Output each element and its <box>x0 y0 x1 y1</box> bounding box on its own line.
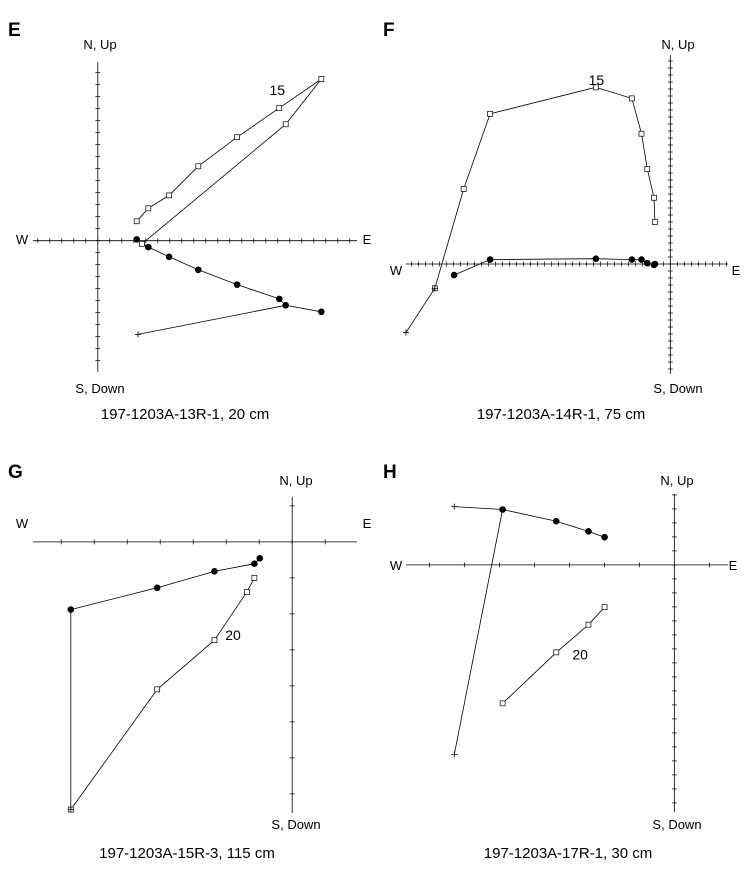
data-point-plus <box>403 329 409 335</box>
data-point-filled <box>451 272 458 279</box>
data-point-open <box>212 638 217 643</box>
west-label: W <box>15 516 29 531</box>
series-line <box>138 305 286 334</box>
data-point-plus <box>135 331 141 337</box>
data-point-filled <box>166 254 173 261</box>
data-point-filled <box>593 255 600 262</box>
data-point-open <box>319 77 324 82</box>
data-point-open <box>277 106 282 111</box>
data-point-open <box>155 687 160 692</box>
data-point-open <box>629 96 634 101</box>
panel-letter-h: H <box>383 462 397 483</box>
data-marks <box>403 72 658 335</box>
series-line <box>71 558 260 609</box>
panel-f <box>383 20 741 423</box>
data-point-filled <box>585 528 592 535</box>
south-down-label: S, Down <box>271 817 321 832</box>
data-point-filled <box>601 534 608 541</box>
plot-caption: 197-1203A-13R-1, 20 cm <box>100 406 270 423</box>
axes <box>33 62 357 372</box>
data-point-filled <box>318 309 325 316</box>
series-line <box>454 507 502 755</box>
plot-caption: 197-1203A-15R-3, 115 cm <box>99 845 275 862</box>
data-point-open <box>235 135 240 140</box>
data-point-open <box>244 590 249 595</box>
data-point-open <box>554 650 559 655</box>
data-point-filled <box>652 261 659 268</box>
data-point-open <box>196 164 201 169</box>
north-up-label: N, Up <box>279 473 313 488</box>
data-point-open <box>134 219 139 224</box>
south-down-label: S, Down <box>652 817 702 832</box>
series-line <box>454 259 655 275</box>
data-point-filled <box>154 584 161 591</box>
data-point-filled <box>487 256 494 263</box>
north-up-label: N, Up <box>83 37 117 52</box>
plot-caption: 197-1203A-17R-1, 30 cm <box>483 845 653 862</box>
west-label: W <box>15 232 29 247</box>
data-point-filled <box>257 555 264 562</box>
data-point-open <box>639 131 644 136</box>
data-point-open <box>500 701 505 706</box>
data-point-filled <box>211 568 218 575</box>
plot-caption: 197-1203A-14R-1, 75 cm <box>476 406 646 423</box>
data-point-filled <box>553 518 560 525</box>
data-point-filled <box>638 256 645 263</box>
series-line <box>137 239 322 311</box>
data-point-filled <box>276 296 283 303</box>
data-point-open <box>651 195 656 200</box>
north-up-label: N, Up <box>660 473 694 488</box>
step-annotation: 15 <box>269 82 286 99</box>
data-point-open <box>488 111 493 116</box>
step-annotation: 20 <box>225 627 241 644</box>
west-label: W <box>389 558 403 573</box>
data-point-filled <box>251 560 258 567</box>
series-line <box>406 288 435 332</box>
east-label: E <box>362 232 372 247</box>
data-point-filled <box>644 260 651 267</box>
north-up-label: N, Up <box>661 37 695 52</box>
east-label: E <box>362 516 372 531</box>
south-down-label: S, Down <box>75 381 125 396</box>
data-point-filled <box>629 256 636 263</box>
data-point-open <box>139 241 144 246</box>
east-label: E <box>728 558 738 573</box>
data-marks <box>133 77 324 338</box>
data-point-open <box>283 122 288 127</box>
data-point-open <box>461 186 466 191</box>
panel-e <box>8 20 372 423</box>
data-marks <box>451 504 608 758</box>
series-line <box>71 578 255 810</box>
axes <box>33 497 357 813</box>
data-point-open <box>167 193 172 198</box>
panel-letter-e: E <box>8 20 21 41</box>
data-point-open <box>645 167 650 172</box>
data-point-open <box>652 220 657 225</box>
panel-h <box>383 462 738 862</box>
data-point-open <box>602 605 607 610</box>
panel-letter-f: F <box>383 20 395 41</box>
data-point-filled <box>195 266 202 273</box>
south-down-label: S, Down <box>653 381 703 396</box>
step-annotation: 15 <box>588 72 605 89</box>
step-annotation: 20 <box>572 646 588 663</box>
west-label: W <box>389 263 403 278</box>
data-point-filled <box>145 244 152 251</box>
data-point-open <box>252 575 257 580</box>
series-line <box>503 607 605 703</box>
data-point-filled <box>234 281 241 288</box>
series-line <box>137 79 322 244</box>
data-point-filled <box>133 236 140 243</box>
axes <box>406 494 728 812</box>
data-point-plus <box>451 504 457 510</box>
data-point-open <box>586 622 591 627</box>
panel-g <box>8 462 372 862</box>
series-line <box>435 87 655 288</box>
data-point-open <box>146 206 151 211</box>
data-point-plus <box>451 751 457 757</box>
data-marks <box>68 555 264 813</box>
panel-letter-g: G <box>8 462 23 483</box>
axes <box>406 55 728 374</box>
east-label: E <box>731 263 741 278</box>
